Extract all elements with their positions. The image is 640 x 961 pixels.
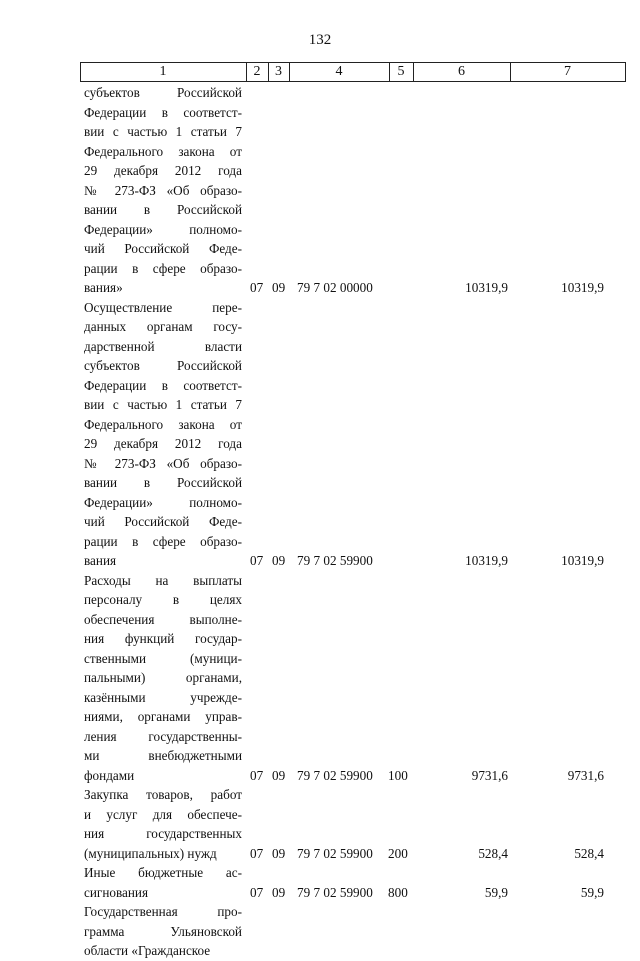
row-text-line: пальными) органами, [84, 670, 242, 685]
row-text-line: грамма Ульяновской [84, 923, 242, 939]
header-bottom-border [80, 81, 626, 82]
row-text-line: Расходы на выплаты [84, 572, 242, 588]
row-text-line: казёнными учрежде- [84, 689, 242, 705]
row-text-line: вания [84, 553, 117, 568]
row-text-line: № 273-ФЗ «Об образо- [84, 455, 242, 471]
cell-c2: 07 [250, 845, 264, 861]
row-text-line: обеспечения выполне- [84, 611, 242, 627]
cell-c6: 528,4 [478, 845, 508, 861]
row-text-line: рации в сфере образо- [84, 260, 242, 276]
cell-c5: 100 [388, 767, 408, 783]
header-col-3: 3 [275, 64, 282, 79]
row-text-line: вании в Российской [84, 475, 242, 490]
row-text-line: 29 декабря 2012 года [84, 436, 242, 451]
table-row-text [84, 83, 242, 298]
row-text-line: и услуг для обеспече- [84, 806, 242, 822]
cell-c7: 10319,9 [561, 553, 604, 568]
row-text-line: (муниципальных) нужд [84, 845, 217, 861]
row-text-line: дарственной власти [84, 338, 242, 354]
row-text-line: № 273-ФЗ «Об образо- [84, 182, 242, 198]
row-text-line: чий Российской Феде- [84, 241, 242, 256]
row-text-line: вании в Российской [84, 202, 242, 217]
cell-c7: 59,9 [580, 884, 604, 900]
cell-c4: 79 7 02 59900 [297, 553, 373, 568]
row-text-line: Федерации в соответст- [84, 104, 242, 120]
row-text-line: субъектов Российской [84, 85, 242, 100]
table-row-text [84, 863, 242, 902]
table-row-text [84, 902, 242, 961]
row-text-line: данных органам госу- [84, 319, 242, 334]
row-text-line: вии с частью 1 статьи 7 [84, 124, 242, 139]
row-text-line: ления государственны- [84, 728, 242, 744]
cell-c3: 09 [272, 767, 286, 783]
cell-c7: 10319,9 [561, 280, 604, 295]
row-text-line: Государственная про- [84, 904, 242, 919]
row-text-line: вии с частью 1 статьи 7 [84, 397, 242, 412]
cell-c3: 09 [272, 884, 286, 900]
row-text-line: вания» [84, 280, 123, 295]
row-text-line: Закупка товаров, работ [84, 787, 242, 802]
row-text-line: ния функций государ- [84, 631, 242, 646]
cell-c6: 10319,9 [465, 553, 508, 568]
row-text-line: рации в сфере образо- [84, 533, 242, 549]
row-text-line: области «Гражданское [84, 943, 211, 958]
cell-c4: 79 7 02 59900 [297, 767, 373, 783]
row-text-line: Федерального закона от [84, 416, 242, 432]
header-col-6: 6 [458, 64, 465, 79]
cell-c3: 09 [272, 553, 286, 568]
cell-c2: 07 [250, 884, 264, 900]
row-text-line: Федерации» полномо- [84, 494, 242, 510]
cell-c3: 09 [272, 845, 286, 861]
row-text-line: ниями, органами управ- [84, 709, 242, 724]
row-text-line: Федерации» полномо- [84, 221, 242, 237]
cell-c6: 9731,6 [471, 767, 508, 783]
cell-c7: 9731,6 [567, 767, 604, 783]
row-text-line: фондами [84, 767, 135, 783]
table-row-text [84, 571, 242, 786]
row-text-line: чий Российской Феде- [84, 514, 242, 529]
table-row-text [84, 785, 242, 863]
cell-c2: 07 [250, 767, 264, 783]
row-text-line: Федерации в соответст- [84, 377, 242, 393]
cell-c6: 10319,9 [465, 280, 508, 295]
row-text-line: ми внебюджетными [84, 748, 242, 763]
header-col-4: 4 [335, 64, 343, 79]
row-text-line: персоналу в целях [84, 592, 242, 607]
cell-c4: 79 7 02 59900 [297, 845, 373, 861]
header-col-2: 2 [253, 64, 261, 79]
cell-c7: 528,4 [574, 845, 604, 861]
row-text-line: ния государственных [84, 826, 242, 841]
cell-c5: 800 [388, 884, 408, 900]
row-text-line: Осуществление пере- [84, 299, 242, 315]
row-text-line: ственными (муници- [84, 650, 242, 666]
cell-c5: 200 [388, 845, 408, 861]
header-col-5: 5 [397, 64, 405, 79]
row-text-line: субъектов Российской [84, 358, 242, 373]
cell-c4: 79 7 02 00000 [297, 280, 373, 295]
cell-c2: 07 [250, 553, 264, 568]
header-col-1: 1 [159, 64, 167, 79]
cell-c2: 07 [250, 280, 264, 295]
page-number: 132 [308, 32, 332, 48]
table-row-text [84, 298, 242, 571]
row-text-line: Федерального закона от [84, 143, 242, 159]
header-divider [625, 62, 626, 82]
row-text-line: Иные бюджетные ас- [84, 865, 242, 880]
row-text-line: 29 декабря 2012 года [84, 163, 242, 178]
cell-c3: 09 [272, 280, 286, 295]
cell-c4: 79 7 02 59900 [297, 884, 373, 900]
cell-c6: 59,9 [484, 884, 508, 900]
header-col-7: 7 [564, 64, 571, 79]
row-text-line: сигнования [84, 884, 149, 900]
